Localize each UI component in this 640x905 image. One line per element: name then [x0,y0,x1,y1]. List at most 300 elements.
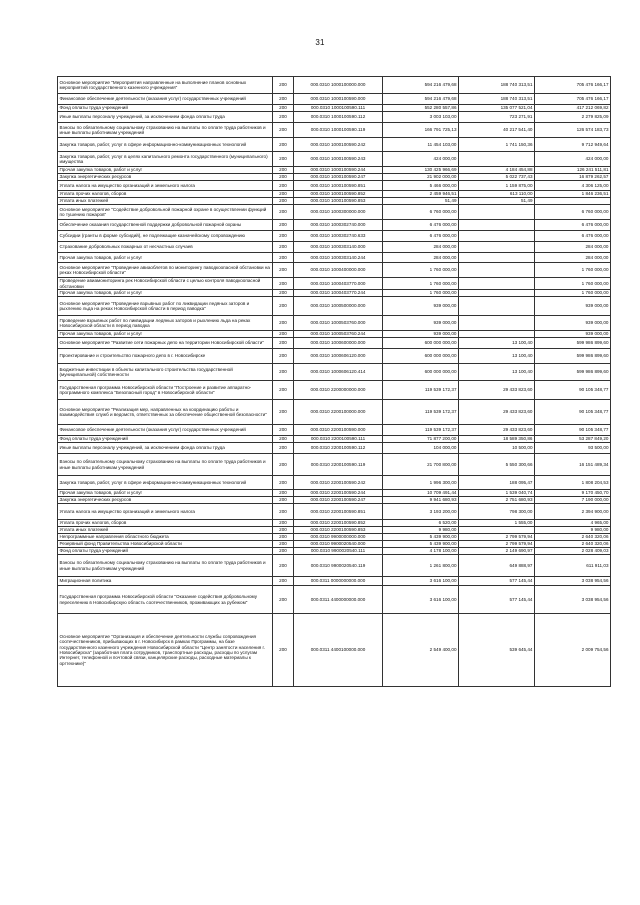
row-executed-cell: 5 022 737,43 [459,174,535,181]
table-row [58,316,611,331]
table-row [58,220,611,231]
row-executed-cell: 51,49 [459,198,535,205]
row-name-cell: Уплата иных платежей [58,198,273,205]
row-name-cell: Уплата прочих налогов, сборов [58,191,273,198]
row-kbk-cell: 000.0310 2200100590.119 [294,454,383,476]
row-remaining-cell: 1 846 236,51 [535,191,611,198]
row-remaining-cell: 2 028 409,03 [535,548,611,555]
row-code-cell: 200 [273,436,294,443]
row-code-cell: 200 [273,338,294,349]
row-name-cell: Миграционная политика [58,577,273,586]
row-code-cell: 200 [273,94,294,105]
table-row [58,112,611,123]
row-code-cell: 200 [273,231,294,242]
row-kbk-cell: 000.0310 1000100590.853 [294,198,383,205]
row-approved-cell: 2 459 946,51 [383,191,459,198]
row-executed-cell: 13 100,40 [459,338,535,349]
row-code-cell: 200 [273,400,294,425]
row-approved-cell: 594 216 479,68 [383,77,459,94]
row-executed-cell: 1 159 875,00 [459,181,535,191]
row-kbk-cell: 000.0310 9900020540.119 [294,555,383,577]
row-remaining-cell: 705 476 166,17 [535,94,611,105]
row-remaining-cell: 90 105 348,77 [535,381,611,400]
row-kbk-cell: 000.0310 2200100590.244 [294,490,383,497]
row-name-cell: Проектирование и строительство пожарного депо в г. Новосибирске [58,349,273,364]
row-name-cell: Проведение авиамониторинга рек Новосибирской области с целью контроля паводкоопасной обстановки [58,278,273,290]
row-approved-cell: 284 000,00 [383,242,459,253]
row-executed-cell: 135 077 521,04 [459,105,535,112]
row-kbk-cell: 000.0311 4400100000.000 [294,614,383,687]
row-name-cell: Финансовое обеспечение деятельности (оказания услуг) государственных учреждений [58,94,273,105]
table-row [58,167,611,174]
row-name-cell: Субсидии (гранты в форме субсидий), не подлежащие казначейскому сопровождению [58,231,273,242]
row-name-cell: Основное мероприятие "Проведение авиаоблетов по мониторингу паводкоопасной обстановки на реках Новосибирской области" [58,263,273,278]
table-row [58,364,611,381]
row-code-cell: 200 [273,443,294,454]
row-code-cell: 200 [273,297,294,316]
row-name-cell: Резервный фонд Правительства Новосибирской области [58,541,273,548]
table-row [58,548,611,555]
row-kbk-cell: 000.0310 1000503760.244 [294,331,383,338]
row-kbk-cell: 000.0310 1000100590.247 [294,174,383,181]
row-remaining-cell: 599 986 899,60 [535,364,611,381]
row-code-cell: 200 [273,167,294,174]
budget-table [57,76,611,687]
row-code-cell: 200 [273,316,294,331]
row-approved-cell: 6 476 000,00 [383,231,459,242]
row-approved-cell: 11 454 103,00 [383,138,459,152]
table-row [58,123,611,138]
row-approved-cell: 1 760 000,00 [383,290,459,297]
row-executed-cell: 798 300,00 [459,504,535,520]
row-executed-cell: 613 110,00 [459,191,535,198]
row-executed-cell [459,152,535,167]
table-row [58,263,611,278]
table-row [58,520,611,527]
row-approved-cell: 9 980,00 [383,527,459,534]
row-remaining-cell: 4 965,00 [535,520,611,527]
row-code-cell: 200 [273,112,294,123]
table-row [58,527,611,534]
table-row [58,94,611,105]
table-row [58,555,611,577]
row-kbk-cell: 000.0310 1000100590.119 [294,123,383,138]
row-approved-cell: 600 000 000,00 [383,349,459,364]
row-remaining-cell: 6 476 000,00 [535,220,611,231]
row-approved-cell: 5 439 900,00 [383,541,459,548]
table-row [58,174,611,181]
row-remaining-cell: 284 000,00 [535,253,611,263]
row-code-cell: 200 [273,520,294,527]
row-executed-cell: 2 751 680,93 [459,497,535,504]
row-approved-cell: 6 520,00 [383,520,459,527]
row-kbk-cell: 000.0311 4400000000.000 [294,586,383,614]
table-row [58,541,611,548]
row-code-cell: 200 [273,364,294,381]
row-code-cell: 200 [273,181,294,191]
row-code-cell: 200 [273,220,294,231]
row-executed-cell [459,220,535,231]
row-name-cell: Взносы по обязательному социальному страхованию на выплаты по оплате труда работников и иные выплаты работникам учреждений [58,454,273,476]
row-approved-cell: 6 476 000,00 [383,220,459,231]
row-name-cell: Основное мероприятие "Развитие сети пожарных депо на территории Новосибирской области" [58,338,273,349]
row-code-cell: 200 [273,527,294,534]
table-row [58,504,611,520]
row-remaining-cell: 6 476 000,00 [535,231,611,242]
table-row [58,534,611,541]
row-remaining-cell: 599 986 899,60 [535,349,611,364]
row-approved-cell: 284 000,00 [383,253,459,263]
row-name-cell: Основное мероприятие "Реализация мер, направленных на координацию работы и взаимодействия служб и ведомств, ответственных за обеспечение общественной безопасности" [58,400,273,425]
row-executed-cell: 1 539 040,74 [459,490,535,497]
row-approved-cell: 119 539 172,37 [383,381,459,400]
row-name-cell: Основное мероприятие "Проведение взрывных работ по ликвидации ледяных заторов и рыхлению льда на реках Новосибирской области в период паводка" [58,297,273,316]
table-row [58,191,611,198]
row-name-cell: Уплата иных платежей [58,527,273,534]
row-remaining-cell: 417 212 069,82 [535,105,611,112]
row-executed-cell: 13 100,40 [459,349,535,364]
row-executed-cell [459,263,535,278]
table-row [58,205,611,220]
row-approved-cell: 21 902 000,00 [383,174,459,181]
row-remaining-cell: 90 105 348,77 [535,425,611,436]
table-row [58,181,611,191]
row-approved-cell: 5 466 000,00 [383,181,459,191]
table-row [58,77,611,94]
row-executed-cell [459,231,535,242]
row-kbk-cell: 000.0310 1000100590.242 [294,138,383,152]
row-executed-cell: 29 433 823,60 [459,425,535,436]
row-kbk-cell: 000.0310 2200100590.112 [294,443,383,454]
row-executed-cell: 539 645,44 [459,614,535,687]
row-remaining-cell: 611 911,03 [535,555,611,577]
row-approved-cell: 6 760 000,00 [383,205,459,220]
row-executed-cell [459,242,535,253]
table-row [58,152,611,167]
table-row [58,338,611,349]
row-code-cell: 200 [273,534,294,541]
row-executed-cell [459,297,535,316]
row-remaining-cell: 2 394 900,00 [535,504,611,520]
row-executed-cell: 577 145,44 [459,577,535,586]
row-name-cell: Уплата налога на имущество организаций и земельного налога [58,181,273,191]
row-remaining-cell: 1 760 000,00 [535,278,611,290]
row-remaining-cell: 4 306 125,00 [535,181,611,191]
table-row [58,490,611,497]
row-remaining-cell: 93 500,00 [535,443,611,454]
row-approved-cell: 552 280 557,86 [383,105,459,112]
row-code-cell: 200 [273,242,294,253]
table-row [58,381,611,400]
row-kbk-cell: 000.0310 2200100590.247 [294,497,383,504]
row-code-cell: 200 [273,198,294,205]
table-row [58,253,611,263]
row-approved-cell: 130 425 966,69 [383,167,459,174]
row-kbk-cell: 000.0310 1000100590.243 [294,152,383,167]
row-approved-cell: 1 261 800,00 [383,555,459,577]
row-code-cell: 200 [273,614,294,687]
row-kbk-cell: 000.0310 1000300000.000 [294,205,383,220]
row-approved-cell: 21 700 800,00 [383,454,459,476]
row-approved-cell: 2 549 400,00 [383,614,459,687]
row-approved-cell: 3 616 100,00 [383,577,459,586]
row-code-cell: 200 [273,278,294,290]
row-name-cell: Основное мероприятие "Содействие добровольной пожарной охране в осуществлении функций по тушению пожаров" [58,205,273,220]
row-executed-cell [459,253,535,263]
row-name-cell: Прочая закупка товаров, работ и услуг [58,331,273,338]
page-number: 31 [315,38,325,47]
row-executed-cell: 4 184 454,88 [459,167,535,174]
row-remaining-cell: 53 287 849,20 [535,436,611,443]
row-executed-cell: 5 550 300,66 [459,454,535,476]
row-executed-cell: 2 799 579,94 [459,541,535,548]
row-name-cell: Уплата прочих налогов, сборов [58,520,273,527]
row-kbk-cell: 000.0310 1000600000.000 [294,338,383,349]
row-executed-cell: 1 555,00 [459,520,535,527]
row-code-cell: 200 [273,290,294,297]
row-name-cell: Закупка товаров, работ, услуг в целях капитального ремонта государственного (муниципального) имущества [58,152,273,167]
row-name-cell: Взносы по обязательному социальному страхованию на выплаты по оплате труда работников и иные выплаты работникам учреждений [58,123,273,138]
row-kbk-cell: 000.0310 1000303140.000 [294,242,383,253]
row-executed-cell [459,331,535,338]
row-kbk-cell: 000.0310 1000403770.000 [294,278,383,290]
table-row [58,231,611,242]
row-code-cell: 200 [273,191,294,198]
row-name-cell: Прочая закупка товаров, работ и услуг [58,290,273,297]
table-row [58,242,611,253]
row-code-cell: 200 [273,123,294,138]
row-kbk-cell: 000.0310 2200100590.852 [294,520,383,527]
row-code-cell: 200 [273,331,294,338]
row-name-cell: Уплата налога на имущество организаций и земельного налога [58,504,273,520]
row-executed-cell: 723 271,91 [459,112,535,123]
table-row [58,198,611,205]
row-remaining-cell: 126 241 511,81 [535,167,611,174]
row-name-cell: Государственная программа Новосибирской области "Оказание содействия добровольному переселению в Новосибирскую область соотечественников, проживающих за рубежом" [58,586,273,614]
row-kbk-cell: 000.0310 2200100590.853 [294,527,383,534]
row-executed-cell: 10 500,00 [459,443,535,454]
row-name-cell: Взносы по обязательному социальному страхованию на выплаты по оплате труда работников и иные выплаты работникам учреждений [58,555,273,577]
row-approved-cell: 119 539 172,37 [383,400,459,425]
row-code-cell: 200 [273,381,294,400]
table-row [58,331,611,338]
row-code-cell: 200 [273,174,294,181]
row-approved-cell: 1 760 000,00 [383,278,459,290]
row-name-cell: Прочая закупка товаров, работ и услуг [58,253,273,263]
row-remaining-cell: 9 980,00 [535,527,611,534]
row-remaining-cell: 1 760 000,00 [535,263,611,278]
row-kbk-cell: 000.0310 1000302740.000 [294,220,383,231]
row-name-cell: Непрограммные направления областного бюджета [58,534,273,541]
row-code-cell: 200 [273,349,294,364]
table-row [58,476,611,490]
row-kbk-cell: 000.0310 1000302740.633 [294,231,383,242]
table-row [58,400,611,425]
row-code-cell: 200 [273,205,294,220]
table-row [58,138,611,152]
row-code-cell: 200 [273,497,294,504]
row-remaining-cell: 1 808 204,53 [535,476,611,490]
row-executed-cell: 1 741 150,36 [459,138,535,152]
row-code-cell: 200 [273,425,294,436]
row-executed-cell: 649 888,97 [459,555,535,577]
row-kbk-cell: 000.0310 9900020540.111 [294,548,383,555]
row-kbk-cell: 000.0310 1000503760.000 [294,316,383,331]
row-name-cell: Основное мероприятие "Мероприятия направленные на выполнение планов основных мероприятий государственного казенного учреждения" [58,77,273,94]
row-code-cell: 200 [273,454,294,476]
row-kbk-cell: 000.0310 2200100590.111 [294,436,383,443]
row-remaining-cell: 6 760 000,00 [535,205,611,220]
row-executed-cell [459,527,535,534]
row-approved-cell: 600 000 000,00 [383,338,459,349]
row-approved-cell: 1 760 000,00 [383,263,459,278]
row-executed-cell: 2 149 690,97 [459,548,535,555]
row-kbk-cell: 000.0310 1000303140.244 [294,253,383,263]
row-code-cell: 200 [273,476,294,490]
row-remaining-cell: 939 000,00 [535,331,611,338]
row-executed-cell: 188 740 313,51 [459,94,535,105]
row-approved-cell: 119 539 172,37 [383,425,459,436]
row-remaining-cell: 2 640 320,06 [535,534,611,541]
table-row [58,278,611,290]
row-code-cell: 200 [273,504,294,520]
row-code-cell: 200 [273,548,294,555]
row-kbk-cell: 000.0310 2200100590.851 [294,504,383,520]
row-name-cell: Проведение взрывных работ по ликвидации ледяных заторов и рыхлению льда на реках Новосибирской области в период паводка [58,316,273,331]
row-name-cell: Закупка энергетических ресурсов [58,174,273,181]
row-name-cell: Иные выплаты персоналу учреждений, за исключением фонда оплаты труда [58,443,273,454]
row-kbk-cell: 000.0310 9900000000.000 [294,534,383,541]
row-remaining-cell: 939 000,00 [535,316,611,331]
row-kbk-cell: 000.0311 0000000000.000 [294,577,383,586]
row-code-cell: 200 [273,105,294,112]
row-approved-cell: 4 178 100,00 [383,548,459,555]
row-remaining-cell: 7 190 000,00 [535,497,611,504]
row-remaining-cell: 424 000,00 [535,152,611,167]
row-kbk-cell: 000.0310 1000100590.852 [294,191,383,198]
row-executed-cell: 40 217 541,40 [459,123,535,138]
row-approved-cell: 939 000,00 [383,331,459,338]
row-code-cell: 200 [273,77,294,94]
row-remaining-cell: 284 000,00 [535,242,611,253]
row-name-cell: Страхование добровольных пожарных от несчастных случаев [58,242,273,253]
row-remaining-cell: 16 151 489,34 [535,454,611,476]
row-name-cell: Фонд оплаты труда учреждений [58,436,273,443]
row-name-cell: Фонд оплаты труда учреждений [58,105,273,112]
row-code-cell: 200 [273,263,294,278]
row-remaining-cell: 9 712 949,64 [535,138,611,152]
row-kbk-cell: 000.0310 1000606120.000 [294,349,383,364]
row-approved-cell: 10 709 491,44 [383,490,459,497]
table-row [58,577,611,586]
row-remaining-cell: 2 640 320,06 [535,541,611,548]
row-kbk-cell: 000.0310 1000100590.112 [294,112,383,123]
row-name-cell: Иные выплаты персоналу учреждений, за исключением фонда оплаты труда [58,112,273,123]
row-code-cell: 200 [273,586,294,614]
row-name-cell: Закупка товаров, работ, услуг в сфере информационно-коммуникационных технологий [58,138,273,152]
row-approved-cell: 939 000,00 [383,316,459,331]
row-approved-cell: 51,49 [383,198,459,205]
row-remaining-cell: 126 574 183,73 [535,123,611,138]
row-kbk-cell: 000.0310 9900020540.000 [294,541,383,548]
table-row [58,290,611,297]
row-remaining-cell: 2 279 825,09 [535,112,611,123]
row-kbk-cell: 000.0310 1000100590.851 [294,181,383,191]
row-executed-cell [459,316,535,331]
row-executed-cell [459,205,535,220]
table-row [58,614,611,687]
row-approved-cell: 424 000,00 [383,152,459,167]
table-row [58,454,611,476]
row-executed-cell [459,278,535,290]
row-remaining-cell: 705 476 166,17 [535,77,611,94]
row-remaining-cell: 939 000,00 [535,297,611,316]
row-remaining-cell: 16 879 262,57 [535,174,611,181]
row-executed-cell: 2 799 579,94 [459,534,535,541]
row-remaining-cell: 2 009 754,56 [535,614,611,687]
row-approved-cell: 3 616 100,00 [383,586,459,614]
row-name-cell: Закупка энергетических ресурсов [58,497,273,504]
row-kbk-cell: 000.0310 2200100590.000 [294,425,383,436]
row-approved-cell: 166 791 725,13 [383,123,459,138]
row-code-cell: 200 [273,152,294,167]
row-executed-cell: 29 433 823,60 [459,400,535,425]
row-kbk-cell: 000.0310 1000100590.111 [294,105,383,112]
row-name-cell: Государственная программа Новосибирской области "Построение и развитие аппаратно-программного комплекса "Безопасный город" в Новосибирской области" [58,381,273,400]
row-kbk-cell: 000.0310 1000500000.000 [294,297,383,316]
row-remaining-cell: 9 170 450,70 [535,490,611,497]
row-executed-cell: 577 145,44 [459,586,535,614]
table-row [58,349,611,364]
table-row [58,425,611,436]
table-row [58,443,611,454]
row-code-cell: 200 [273,138,294,152]
row-name-cell: Прочая закупка товаров, работ и услуг [58,167,273,174]
row-name-cell: Закупка товаров, работ, услуг в сфере информационно-коммуникационных технологий [58,476,273,490]
row-approved-cell: 9 941 680,93 [383,497,459,504]
row-name-cell: Бюджетные инвестиции в объекты капитального строительства государственной (муниципальной) собственности [58,364,273,381]
row-kbk-cell: 000.0310 1000100000.000 [294,77,383,94]
row-executed-cell: 29 433 823,60 [459,381,535,400]
table-row [58,105,611,112]
row-executed-cell: 13 100,40 [459,364,535,381]
table-row [58,497,611,504]
row-approved-cell: 104 000,00 [383,443,459,454]
row-approved-cell: 600 000 000,00 [383,364,459,381]
row-executed-cell [459,290,535,297]
row-code-cell: 200 [273,490,294,497]
row-approved-cell: 1 996 300,00 [383,476,459,490]
row-approved-cell: 594 216 479,68 [383,94,459,105]
row-kbk-cell: 000.0310 1000606120.414 [294,364,383,381]
row-remaining-cell: 3 038 954,56 [535,577,611,586]
row-approved-cell: 71 877 200,00 [383,436,459,443]
row-code-cell: 200 [273,541,294,548]
row-name-cell: Основное мероприятие "Организация и обеспечение деятельности службы сопровождения соотечественников, прибывающих в г. Новосибирск в рамках Программы, на базе государственного казенного учреждения Новосибирской области "Центр занятости населения г. Новосибирска" (заработная плата сотрудников, транспортные расходы, расходы по услугам Интернет, телефонной и почтовой связи, канцелярские расходы, расходные материалы к оргтехнике)" [58,614,273,687]
row-kbk-cell: 000.0310 1000100590.244 [294,167,383,174]
table-row [58,436,611,443]
table-row [58,586,611,614]
row-name-cell: Обеспечение оказания государственной поддержки добровольной пожарной охраны [58,220,273,231]
row-kbk-cell: 000.0310 2200100590.242 [294,476,383,490]
row-code-cell: 200 [273,577,294,586]
row-remaining-cell: 1 760 000,00 [535,290,611,297]
row-code-cell: 200 [273,555,294,577]
row-executed-cell: 188 740 313,51 [459,77,535,94]
row-kbk-cell: 000.0310 1000403770.244 [294,290,383,297]
row-remaining-cell: 3 038 954,56 [535,586,611,614]
row-kbk-cell: 000.0310 1000400000.000 [294,263,383,278]
